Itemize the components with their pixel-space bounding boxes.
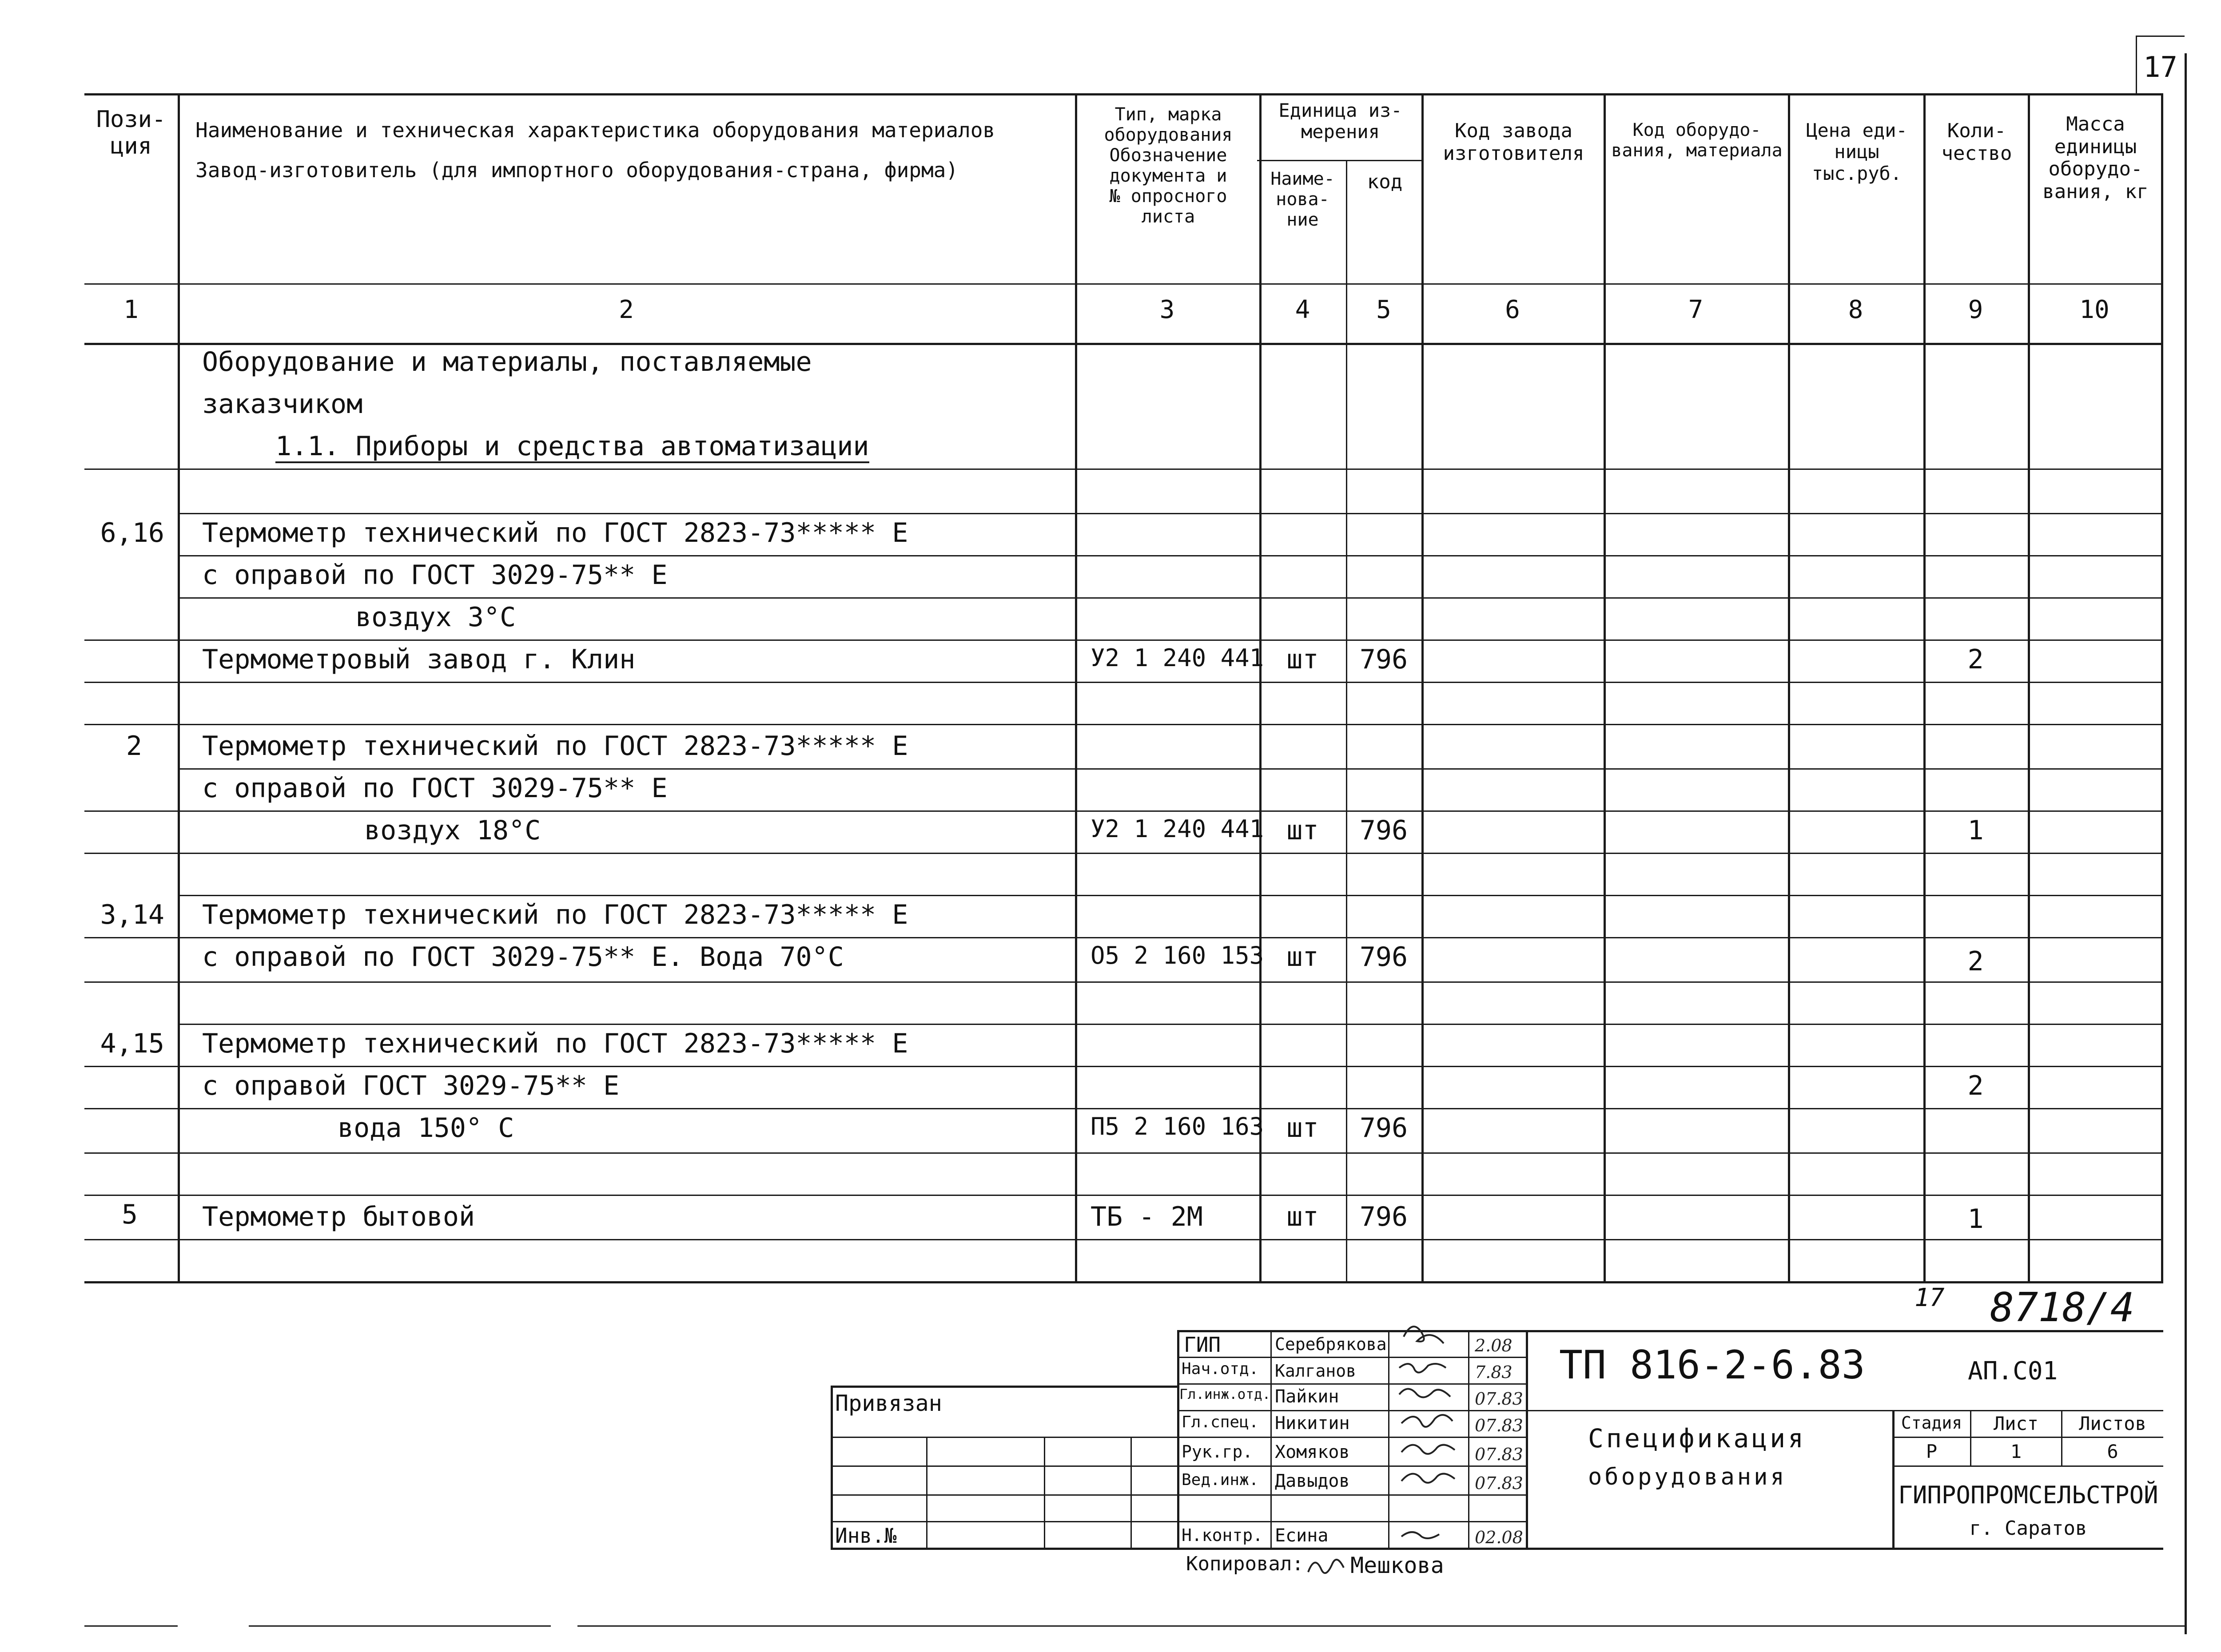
- header-mass: Масса единицы оборудо- вания, кг: [2042, 113, 2149, 203]
- row-line: [84, 1066, 2163, 1067]
- item-unit-code: 796: [1359, 644, 1408, 675]
- organization-city: г. Саратов: [1969, 1517, 2087, 1540]
- header-unit-code: код: [1367, 171, 1403, 193]
- header-bottom-line: [84, 283, 2163, 285]
- sheet-value: 1: [2010, 1441, 2022, 1462]
- col-sep-6: [1604, 93, 1606, 1283]
- signature-icon: [1399, 1389, 1450, 1398]
- sheet-corner-number: 17: [2143, 51, 2178, 84]
- row-line: [84, 639, 2163, 641]
- staff-row: [1177, 1410, 1526, 1411]
- staff-name: Калганов: [1275, 1361, 1357, 1381]
- item-line: воздух 3°С: [355, 602, 516, 633]
- column-number: 3: [1159, 295, 1175, 324]
- item-position: 2: [126, 731, 142, 762]
- row-line: [84, 1108, 2163, 1109]
- item-line: Термометр технический по ГОСТ 2823-73***** Е: [202, 899, 908, 930]
- item-quantity: 1: [1967, 815, 1984, 846]
- item-unit-code: 796: [1359, 941, 1408, 973]
- corner-box-top: [2136, 36, 2185, 37]
- staff-row: [1177, 1437, 1526, 1438]
- staff-row: [1177, 1383, 1526, 1385]
- row-line: [178, 555, 2163, 556]
- privyazan-row: [831, 1494, 1177, 1496]
- item-position: 6,16: [100, 517, 164, 548]
- copied-by: Мешкова: [1350, 1553, 1444, 1578]
- header-position: Пози- ция: [96, 106, 166, 159]
- sheets-value: 6: [2107, 1441, 2118, 1462]
- item-line: Термометр технический по ГОСТ 2823-73***** Е: [202, 731, 908, 762]
- column-number: 1: [123, 295, 139, 324]
- row-line: [84, 937, 2163, 938]
- item-type: ТБ - 2М: [1091, 1201, 1203, 1232]
- tb-bottom-line: [831, 1548, 2163, 1550]
- staff-name: Хомяков: [1275, 1442, 1350, 1462]
- header-quantity: Коли- чество: [1941, 119, 2012, 165]
- row-line: [84, 853, 2163, 854]
- sheet-label: Лист: [1993, 1413, 2039, 1434]
- item-position: 5: [121, 1199, 138, 1230]
- staff-name: Есина: [1275, 1525, 1329, 1546]
- sheets-label: Листов: [2079, 1413, 2146, 1434]
- item-unit-code: 796: [1359, 1112, 1408, 1144]
- row-line: [84, 724, 2163, 725]
- row-line: [84, 810, 2163, 812]
- row-line: [84, 981, 2163, 983]
- inv-label: Инв.№: [835, 1524, 897, 1548]
- staff-right: [1526, 1330, 1528, 1548]
- signature-icon: [1401, 1532, 1439, 1538]
- table-bottom-line: [84, 1281, 2163, 1283]
- privyazan-top: [831, 1386, 1177, 1388]
- sheet-code: АП.С01: [1968, 1357, 2058, 1386]
- staff-row: [1177, 1494, 1526, 1496]
- item-unit: шт: [1286, 1201, 1319, 1232]
- item-quantity: 2: [1967, 946, 1984, 977]
- item-line: с оправой по ГОСТ 3029-75** Е. Вода 70°С: [202, 941, 844, 973]
- item-type: П5 2 160 163: [1091, 1112, 1264, 1140]
- staff-name: Никитин: [1275, 1413, 1350, 1434]
- tb-top-line: [1177, 1330, 2163, 1332]
- item-unit: шт: [1286, 644, 1319, 675]
- item-unit-code: 796: [1359, 1201, 1408, 1232]
- staff-date: 2.08: [1475, 1336, 1513, 1355]
- item-line: Термометровый завод г. Клин: [202, 644, 636, 675]
- header-price: Цена еди- ницы тыс.руб.: [1806, 119, 1907, 184]
- col-sep-1: [178, 93, 180, 1283]
- header-name-line1: Наименование и техническая характеристика оборудования материалов: [195, 118, 995, 142]
- unit-split-line: [1257, 160, 1421, 161]
- col-sep-4: [1346, 160, 1347, 1283]
- section-title-line1: Оборудование и материалы, поставляемые: [202, 346, 812, 377]
- header-unit: Единица из- мерения: [1278, 99, 1402, 143]
- column-number: 9: [1968, 295, 1983, 324]
- item-unit-code: 796: [1359, 815, 1408, 846]
- row-line: [84, 469, 2163, 470]
- item-line: Термометр технический по ГОСТ 2823-73***** Е: [202, 1028, 908, 1059]
- corner-box-left: [2136, 36, 2137, 93]
- signature-icon: [1401, 1415, 1453, 1427]
- staff-col-sign: [1468, 1330, 1469, 1548]
- subsection-title: 1.1. Приборы и средства автоматизации: [275, 433, 869, 463]
- right-frame-line: [2185, 53, 2187, 1634]
- item-position: 3,14: [100, 899, 164, 930]
- col-sep-7: [1788, 93, 1790, 1283]
- item-quantity: 2: [1967, 1070, 1984, 1101]
- copied-label: Копировал:: [1186, 1553, 1304, 1575]
- tb-stage-row: [1892, 1465, 2163, 1467]
- staff-role: Гл.инж.отд.: [1179, 1386, 1271, 1402]
- privyazan-col: [1130, 1437, 1132, 1548]
- signature-icon: [1399, 1364, 1446, 1373]
- tb-stage-row: [1892, 1437, 2163, 1438]
- staff-role: Н.контр.: [1182, 1525, 1263, 1545]
- column-number: 6: [1505, 295, 1520, 324]
- row-line: [178, 513, 2163, 514]
- item-unit: шт: [1286, 941, 1319, 973]
- item-line: с оправой по ГОСТ 3029-75** Е: [202, 560, 668, 591]
- item-type: О5 2 160 153: [1091, 941, 1264, 969]
- column-number: 8: [1848, 295, 1863, 324]
- signature-icon: [1401, 1474, 1455, 1483]
- staff-left: [1177, 1330, 1179, 1548]
- col-sep-2: [1075, 93, 1077, 1283]
- row-line: [178, 895, 2163, 896]
- privyazan-row: [831, 1437, 1177, 1438]
- item-type: У2 1 240 441: [1091, 644, 1264, 672]
- col-sep-3: [1259, 93, 1262, 1283]
- tb-code-row: [1526, 1410, 2163, 1411]
- row-line: [178, 597, 2163, 599]
- item-unit: шт: [1286, 1112, 1319, 1144]
- item-quantity: 2: [1967, 644, 1984, 675]
- row-line: [84, 1239, 2163, 1240]
- item-unit: шт: [1286, 815, 1319, 846]
- header-equipment-code: Код оборудо- вания, материала: [1611, 120, 1783, 161]
- section-title-line2: заказчиком: [202, 389, 363, 420]
- column-number: 4: [1295, 295, 1310, 324]
- privyazan-label: Привязан: [835, 1390, 942, 1416]
- item-line: с оправой ГОСТ 3029-75** Е: [202, 1070, 620, 1101]
- staff-row: [1177, 1357, 1526, 1358]
- column-number: 2: [619, 295, 634, 324]
- col-sep-8: [1923, 93, 1926, 1283]
- item-line: Термометр технический по ГОСТ 2823-73***** Е: [202, 517, 908, 548]
- header-unit-name: Наиме- нова- ние: [1270, 169, 1335, 230]
- privyazan-col: [926, 1437, 927, 1548]
- item-line: воздух 18°С: [364, 815, 541, 846]
- copier-signature-icon: [1304, 1552, 1348, 1579]
- privyazan-col: [1044, 1437, 1045, 1548]
- staff-row: [1177, 1521, 1526, 1522]
- trim-line: [577, 1625, 2185, 1627]
- document-code: ТП 816-2-6.83: [1559, 1342, 1865, 1388]
- signature-icon: [1401, 1445, 1455, 1454]
- staff-role: Гл.спец.: [1182, 1413, 1259, 1431]
- row-line: [178, 768, 2163, 770]
- staff-date: 07.83: [1475, 1445, 1523, 1464]
- signature-icon: [1404, 1326, 1444, 1343]
- item-line: вода 150° С: [338, 1112, 514, 1144]
- item-line: с оправой по ГОСТ 3029-75** Е: [202, 773, 668, 804]
- document-title-line2: оборудования: [1588, 1464, 1787, 1490]
- item-quantity: 1: [1967, 1203, 1984, 1235]
- staff-role: ГИП: [1184, 1333, 1221, 1357]
- staff-date: 07.83: [1475, 1473, 1523, 1493]
- privyazan-row: [831, 1521, 1177, 1522]
- staff-role: Вед.инж.: [1182, 1471, 1259, 1489]
- col-sep-5: [1421, 93, 1424, 1283]
- staff-col-role: [1270, 1330, 1272, 1548]
- colnum-bottom-line: [84, 343, 2163, 345]
- header-type: Тип, марка оборудования Обозначение документа и № опросного листа: [1104, 104, 1233, 227]
- col-sep-10: [2161, 93, 2163, 1283]
- column-number: 10: [2079, 295, 2110, 324]
- staff-date: 02.08: [1475, 1528, 1523, 1547]
- privyazan-left: [831, 1386, 833, 1548]
- trim-line: [249, 1625, 551, 1627]
- staff-name: Серебрякова: [1275, 1334, 1387, 1354]
- staff-role: Нач.отд.: [1182, 1360, 1259, 1378]
- stage-value: Р: [1926, 1441, 1938, 1462]
- staff-date: 07.83: [1475, 1389, 1523, 1409]
- row-line: [178, 1024, 2163, 1025]
- staff-role: Рук.гр.: [1182, 1442, 1253, 1461]
- staff-col-name: [1388, 1330, 1389, 1548]
- table-top-line: [84, 93, 2163, 95]
- header-name-line2: Завод-изготовитель (для импортного оборудования-страна, фирма): [195, 158, 959, 182]
- staff-name: Давыдов: [1275, 1471, 1350, 1491]
- archive-small-number: 17: [1915, 1283, 1945, 1312]
- item-position: 4,15: [100, 1028, 164, 1059]
- row-line: [84, 1195, 2163, 1196]
- item-type: У2 1 240 441: [1091, 815, 1264, 843]
- staff-row: [1177, 1465, 1526, 1467]
- column-number: 5: [1376, 295, 1391, 324]
- privyazan-row: [831, 1465, 1177, 1467]
- staff-date: 7.83: [1475, 1362, 1513, 1382]
- archive-number: 8718/4: [1990, 1284, 2135, 1331]
- staff-name: Пайкин: [1275, 1386, 1339, 1407]
- signature-marks: [1390, 1314, 1468, 1548]
- row-line: [84, 682, 2163, 683]
- trim-line: [84, 1625, 178, 1627]
- column-number: 7: [1688, 295, 1704, 324]
- staff-date: 07.83: [1475, 1416, 1523, 1435]
- stage-label: Стадия: [1901, 1413, 1962, 1433]
- organization-name: ГИПРОПРОМСЕЛЬСТРОЙ: [1898, 1481, 2158, 1509]
- col-sep-9: [2028, 93, 2030, 1283]
- header-factory-code: Код завода изготовителя: [1443, 119, 1584, 165]
- row-line: [84, 1152, 2163, 1154]
- item-line: Термометр бытовой: [202, 1201, 475, 1232]
- document-title-line1: Спецификация: [1588, 1423, 1807, 1453]
